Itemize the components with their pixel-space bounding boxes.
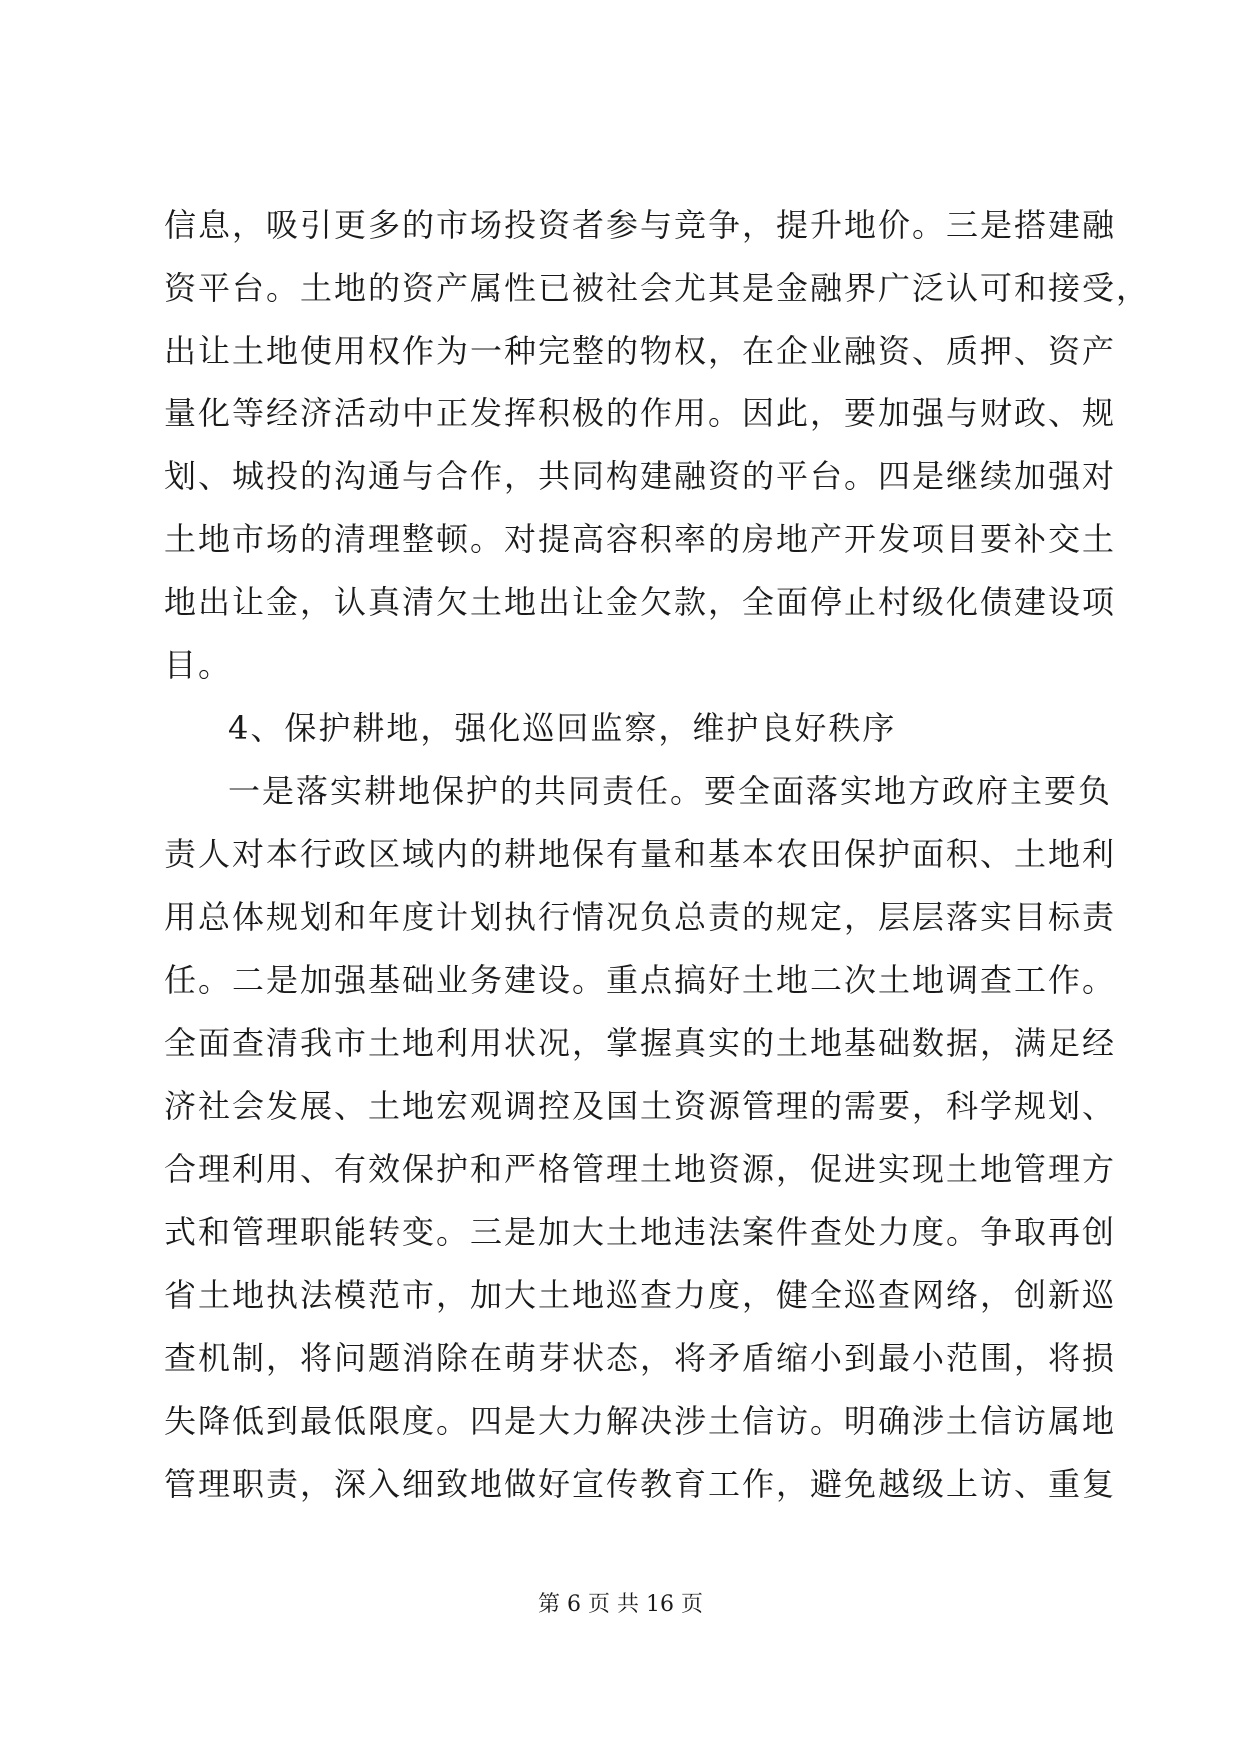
text-line: 济社会发展、土地宏观调控及国土资源管理的需要，科学规划、 — [164, 1087, 1117, 1125]
text-line: 划、城投的沟通与合作，共同构建融资的平台。四是继续加强对 — [164, 457, 1117, 495]
text-line: 目。 — [164, 646, 233, 684]
text-line: 省土地执法模范市，加大土地巡查力度，健全巡查网络，创新巡 — [164, 1276, 1117, 1314]
text-line: 出让土地使用权作为一种完整的物权，在企业融资、质押、资产 — [164, 332, 1117, 370]
text-line: 信息，吸引更多的市场投资者参与竞争，提升地价。三是搭建融 — [164, 206, 1117, 244]
text-line: 查机制，将问题消除在萌芽状态，将矛盾缩小到最小范围，将损 — [164, 1339, 1117, 1377]
text-line: 失降低到最低限度。四是大力解决涉土信访。明确涉土信访属地 — [164, 1402, 1117, 1440]
text-line: 土地市场的清理整顿。对提高容积率的房地产开发项目要补交土 — [164, 520, 1117, 558]
text-line: 全面查清我市土地利用状况，掌握真实的土地基础数据，满足经 — [164, 1024, 1117, 1062]
paragraph-first-line: 一是落实耕地保护的共同责任。要全面落实地方政府主要负 — [228, 772, 1113, 810]
text-line: 管理职责，深入细致地做好宣传教育工作，避免越级上访、重复 — [164, 1465, 1117, 1503]
text-line: 量化等经济活动中正发挥积极的作用。因此，要加强与财政、规 — [164, 394, 1117, 432]
page-number-footer: 第 6 页 共 16 页 — [538, 1592, 703, 1617]
text-line: 地出让金，认真清欠土地出让金欠款，全面停止村级化债建设项 — [164, 583, 1117, 621]
text-line: 用总体规划和年度计划执行情况负总责的规定，层层落实目标责 — [164, 898, 1117, 936]
text-line: 责人对本行政区域内的耕地保有量和基本农田保护面积、土地利 — [164, 835, 1117, 873]
text-line: 式和管理职能转变。三是加大土地违法案件查处力度。争取再创 — [164, 1213, 1117, 1251]
text-line: 任。二是加强基础业务建设。重点搞好土地二次土地调查工作。 — [164, 961, 1117, 999]
section-heading: 4、保护耕地，强化巡回监察，维护良好秩序 — [228, 709, 897, 747]
text-line: 资平台。土地的资产属性已被社会尤其是金融界广泛认可和接受， — [164, 269, 1151, 307]
text-line: 合理利用、有效保护和严格管理土地资源，促进实现土地管理方 — [164, 1150, 1117, 1188]
